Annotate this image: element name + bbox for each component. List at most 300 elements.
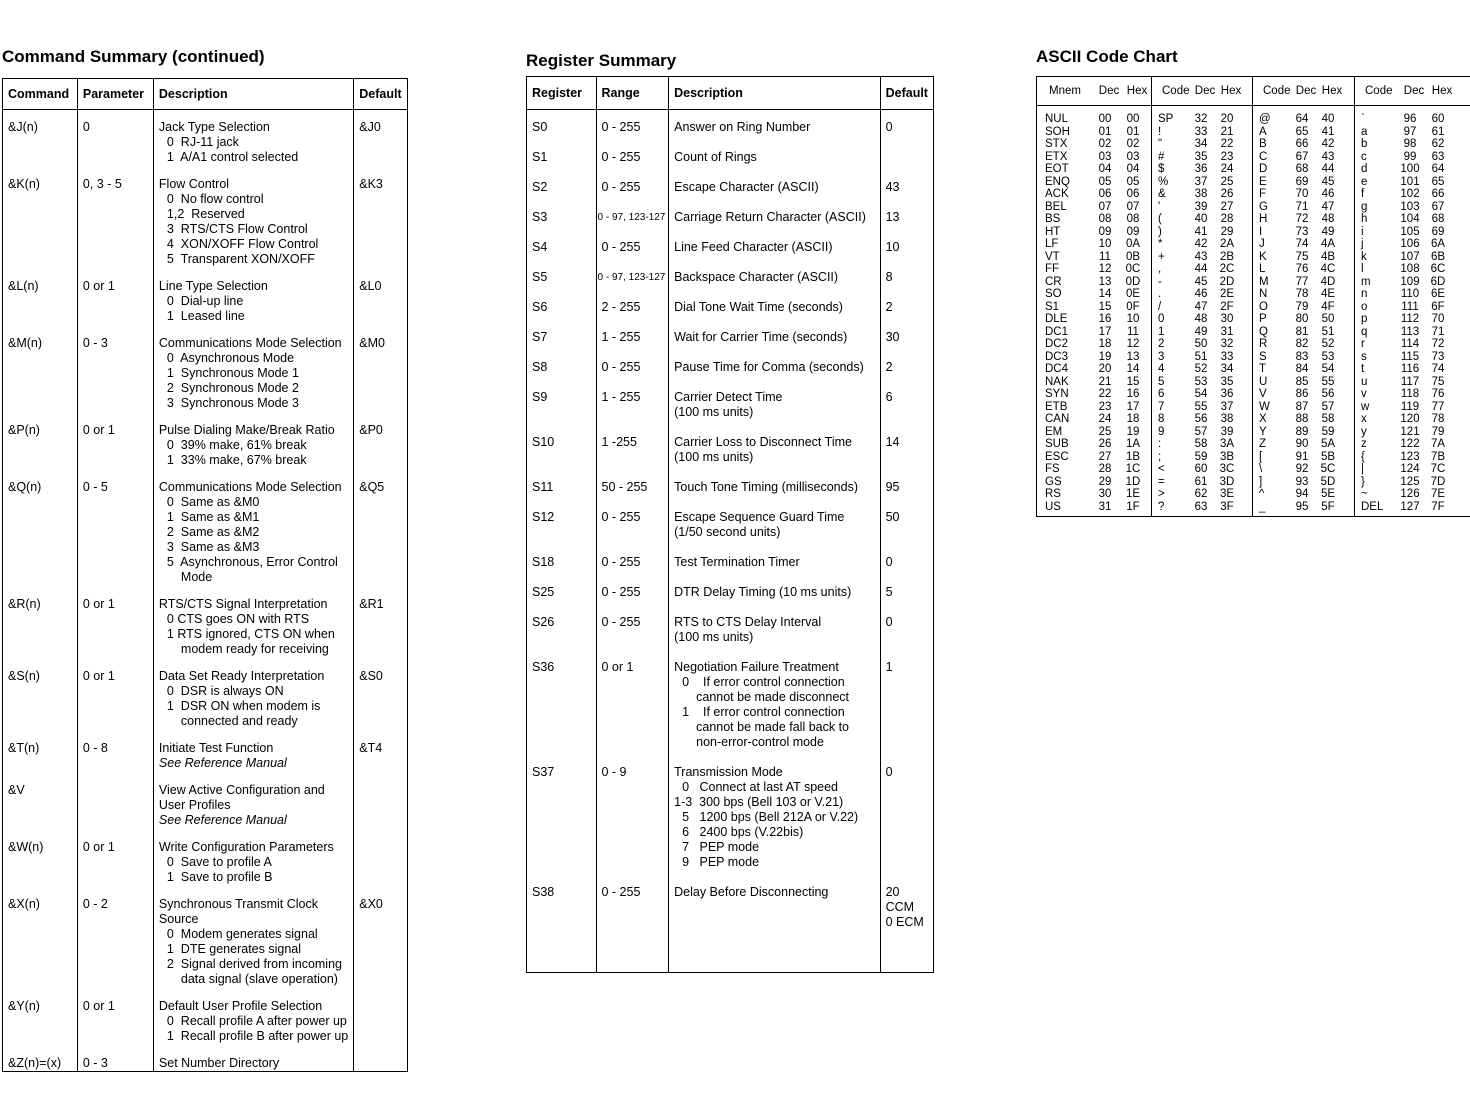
- ascii-cell: 09: [1126, 225, 1140, 238]
- ascii-cell: 37: [1220, 400, 1234, 413]
- ascii-row: [1355, 201, 1470, 214]
- ascii-header-cell: Dec: [1194, 85, 1216, 97]
- ascii-cell: 89: [1295, 425, 1309, 438]
- ascii-cell: j: [1361, 238, 1364, 250]
- description-cell: [669, 375, 880, 420]
- range-cell: 0 - 255: [596, 540, 669, 570]
- ascii-cell: ~: [1361, 488, 1368, 500]
- ascii-row: [1037, 126, 1151, 139]
- ascii-header-cell: Code: [1263, 85, 1291, 97]
- ascii-cell: D: [1259, 163, 1268, 175]
- ascii-cell: 84: [1295, 363, 1309, 375]
- ascii-cell: 12: [1098, 263, 1112, 275]
- default-value: 8: [885, 270, 893, 284]
- ascii-cell: 108: [1400, 263, 1420, 275]
- ascii-row: [1253, 126, 1354, 139]
- ascii-row: [1355, 301, 1470, 314]
- table-row: [527, 315, 934, 345]
- ascii-cell: 81: [1295, 325, 1309, 338]
- ascii-cell: 99: [1403, 150, 1417, 163]
- ascii-cell: 50: [1194, 338, 1208, 350]
- ascii-cell: &: [1158, 188, 1166, 200]
- ascii-row: [1152, 488, 1252, 501]
- description-cell: [669, 135, 880, 165]
- ascii-cell: |: [1361, 463, 1364, 475]
- ascii-cell: ]: [1259, 475, 1263, 488]
- ascii-cell: 79: [1295, 300, 1309, 313]
- table-row: [527, 255, 934, 285]
- description-line: Data Set Ready Interpretation: [158, 669, 325, 683]
- register-summary-table: [526, 76, 934, 973]
- description-cell: [669, 195, 880, 225]
- ascii-cell: 14: [1098, 288, 1112, 300]
- ascii-cell: 49: [1194, 325, 1208, 338]
- range-cell: 0 - 9: [596, 750, 669, 870]
- description-line: cannot be made fall back to: [696, 720, 849, 734]
- ascii-cell: 106: [1400, 238, 1420, 250]
- parameter-cell: 0 or 1: [77, 267, 153, 324]
- ascii-cell: DC4: [1045, 363, 1069, 375]
- ascii-cell: 24: [1220, 163, 1234, 175]
- description-line: 1 Synchronous Mode 1: [166, 366, 299, 380]
- ascii-cell: i: [1361, 225, 1364, 238]
- description-line: 3 RTS/CTS Flow Control: [166, 222, 308, 236]
- ascii-cell: 5F: [1321, 500, 1335, 513]
- ascii-cell: %: [1158, 175, 1169, 188]
- description-line: 1 DSR ON when modem is: [166, 699, 321, 713]
- ascii-cell: F: [1259, 188, 1267, 200]
- ascii-row: [1037, 263, 1151, 276]
- ascii-row: [1355, 351, 1470, 364]
- table-row: [527, 540, 934, 570]
- default-cell: &S0: [354, 657, 408, 729]
- ascii-cell: 6: [1158, 388, 1165, 400]
- description-line: 0 If error control connection: [682, 675, 845, 689]
- ascii-cell: 93: [1295, 475, 1309, 488]
- ascii-cell: 28: [1220, 213, 1234, 225]
- ascii-cell: 03: [1098, 150, 1112, 163]
- ascii-cell: 5E: [1320, 488, 1336, 500]
- ascii-cell: e: [1361, 175, 1368, 188]
- ascii-cell: 4B: [1320, 250, 1336, 263]
- description-line: 9 PEP mode: [682, 855, 760, 869]
- ascii-cell: ETB: [1045, 400, 1068, 413]
- ascii-cell: SUB: [1045, 438, 1069, 450]
- ascii-cell: 72: [1431, 338, 1445, 350]
- description-cell: [153, 110, 353, 166]
- ascii-cell: 4F: [1321, 300, 1335, 313]
- ascii-cell: h: [1361, 213, 1368, 225]
- ascii-cell: 2: [1158, 338, 1165, 350]
- ascii-cell: 51: [1321, 325, 1335, 338]
- ascii-row: [1355, 188, 1470, 201]
- ascii-cell: 11: [1127, 325, 1139, 338]
- ascii-cell: ): [1158, 225, 1162, 238]
- ascii-cell: 02: [1126, 138, 1140, 150]
- ascii-cell: !: [1158, 125, 1162, 138]
- description-line: Write Configuration Parameters: [158, 840, 334, 854]
- default-value: 0: [885, 555, 893, 569]
- ascii-row: [1152, 388, 1252, 401]
- default-value: 2: [885, 360, 893, 374]
- ascii-row: [1253, 251, 1354, 264]
- ascii-cell: -: [1158, 275, 1162, 288]
- ascii-cell: 1: [1158, 325, 1165, 338]
- table-row: [527, 345, 934, 375]
- ascii-cell: 73: [1431, 350, 1445, 363]
- default-cell: [880, 285, 933, 315]
- ascii-cell: L: [1259, 263, 1266, 275]
- command-cell: &P(n): [3, 411, 78, 468]
- ascii-row: [1037, 488, 1151, 501]
- ascii-cell: 39: [1194, 200, 1208, 213]
- ascii-cell: 48: [1194, 313, 1208, 325]
- ascii-cell: 02: [1098, 138, 1112, 150]
- range-cell: 0 - 255: [596, 110, 669, 136]
- ascii-cell: 53: [1194, 375, 1208, 388]
- ascii-cell: 90: [1295, 438, 1309, 450]
- ascii-cell: 30: [1098, 488, 1112, 500]
- ascii-cell: }: [1361, 475, 1365, 488]
- ascii-row: [1152, 326, 1252, 339]
- ascii-row: [1355, 388, 1470, 401]
- register-cell: S26: [527, 600, 597, 645]
- description-line: Line Type Selection: [158, 279, 268, 293]
- description-line: Communications Mode Selection: [158, 480, 342, 494]
- table-row: [3, 110, 408, 166]
- default-cell: [880, 315, 933, 345]
- ascii-cell: 31: [1098, 500, 1112, 513]
- ascii-row: [1355, 488, 1470, 501]
- ascii-cell: $: [1158, 163, 1165, 175]
- ascii-row: [1253, 238, 1354, 251]
- ascii-header-cell: Hex: [1321, 85, 1343, 97]
- ascii-row: [1037, 226, 1151, 239]
- description-line: 1 Leased line: [166, 309, 245, 323]
- ascii-cell: 54: [1321, 363, 1335, 375]
- ascii-row: [1037, 501, 1151, 514]
- range-cell: 50 - 255: [596, 465, 669, 495]
- description-line: Pause Time for Comma (seconds): [674, 360, 864, 374]
- ascii-cell: 8: [1158, 413, 1165, 425]
- description-line: 0 Same as &M0: [166, 495, 260, 509]
- ascii-cell: NAK: [1045, 375, 1069, 388]
- ascii-cell: 08: [1126, 213, 1140, 225]
- ascii-cell: 110: [1400, 288, 1420, 300]
- ascii-cell: s: [1361, 350, 1367, 363]
- default-cell: [880, 420, 933, 465]
- ascii-cell: ': [1158, 200, 1161, 213]
- default-value: 43: [885, 180, 900, 194]
- description-line: Touch Tone Timing (milliseconds): [674, 480, 858, 494]
- default-cell: &R1: [354, 585, 408, 657]
- table-row: [527, 375, 934, 420]
- ascii-cell: 0D: [1125, 275, 1141, 288]
- ascii-code-chart: [1036, 76, 1470, 517]
- description-cell: [669, 420, 880, 465]
- ascii-header-cell: Hex: [1126, 85, 1148, 97]
- ascii-cell: RS: [1045, 488, 1061, 500]
- ascii-cell: 4: [1158, 363, 1165, 375]
- table-row: [3, 585, 408, 657]
- ascii-cell: 26: [1220, 188, 1234, 200]
- ascii-cell: EM: [1045, 425, 1063, 438]
- command-cell: &M(n): [3, 324, 78, 411]
- ascii-cell: 34: [1220, 363, 1234, 375]
- description-line: User Profiles: [158, 798, 231, 812]
- description-line: 1 A/A1 control selected: [166, 150, 299, 164]
- ascii-row: [1253, 388, 1354, 401]
- description-line: 2 Same as &M2: [166, 525, 260, 539]
- ascii-cell: *: [1158, 238, 1163, 250]
- ascii-row: [1037, 301, 1151, 314]
- default-cell: [880, 465, 933, 495]
- description-cell: [153, 729, 353, 771]
- ascii-column: [1253, 77, 1355, 516]
- range-cell: 2 - 255: [596, 285, 669, 315]
- ascii-cell: 65: [1431, 175, 1445, 188]
- ascii-cell: 51: [1194, 350, 1208, 363]
- ascii-cell: 115: [1400, 350, 1420, 363]
- description-cell: [153, 411, 353, 468]
- ascii-cell: 22: [1098, 388, 1112, 400]
- description-line: 5 1200 bps (Bell 212A or V.22): [682, 810, 859, 824]
- description-line: 0 39% make, 61% break: [166, 438, 307, 452]
- ascii-header-cell: Dec: [1295, 85, 1317, 97]
- register-cell: S18: [527, 540, 597, 570]
- description-line: 1 Save to profile B: [166, 870, 273, 884]
- ascii-cell: 50: [1321, 313, 1335, 325]
- ascii-cell: 16: [1098, 313, 1112, 325]
- description-line: connected and ready: [180, 714, 298, 728]
- ascii-row: [1253, 401, 1354, 414]
- register-summary-body: [527, 110, 934, 973]
- ascii-cell: `: [1361, 113, 1365, 125]
- ascii-cell: +: [1158, 250, 1165, 263]
- description-cell: [669, 255, 880, 285]
- ascii-row: [1253, 288, 1354, 301]
- ascii-cell: 2F: [1220, 300, 1234, 313]
- table-row: [3, 987, 408, 1044]
- ascii-cell: 19: [1098, 350, 1112, 363]
- register-cell: S3: [527, 195, 597, 225]
- description-line: 6 2400 bps (V.22bis): [682, 825, 804, 839]
- command-cell: &V: [3, 771, 78, 828]
- ascii-cell: 05: [1126, 175, 1140, 188]
- ascii-cell: 61: [1194, 475, 1208, 488]
- ascii-cell: 26: [1098, 438, 1112, 450]
- ascii-row: [1152, 238, 1252, 251]
- description-line: DTR Delay Timing (10 ms units): [674, 585, 852, 599]
- ascii-row: [1253, 113, 1354, 126]
- ascii-cell: 5A: [1320, 438, 1336, 450]
- ascii-cell: 1B: [1125, 450, 1141, 463]
- ascii-row: [1152, 251, 1252, 264]
- ascii-row: [1152, 476, 1252, 489]
- ascii-cell: 105: [1400, 225, 1420, 238]
- description-line: data signal (slave operation): [180, 972, 338, 986]
- table-row: [3, 885, 408, 987]
- ascii-row: [1355, 476, 1470, 489]
- ascii-cell: 97: [1403, 125, 1417, 138]
- ascii-cell: 9: [1158, 425, 1165, 438]
- ascii-cell: 113: [1400, 325, 1420, 338]
- ascii-cell: 1C: [1125, 463, 1141, 475]
- ascii-cell: x: [1361, 413, 1367, 425]
- command-header-command: Command: [3, 79, 78, 110]
- default-cell: [880, 870, 933, 973]
- command-cell: &R(n): [3, 585, 78, 657]
- ascii-cell: 98: [1403, 138, 1417, 150]
- ascii-header-cell: Dec: [1098, 85, 1120, 97]
- description-line: 0 CTS goes ON with RTS: [166, 612, 310, 626]
- ascii-row: [1037, 338, 1151, 351]
- ascii-cell: 55: [1194, 400, 1208, 413]
- ascii-cell: 41: [1194, 225, 1208, 238]
- ascii-cell: 65: [1295, 125, 1309, 138]
- description-line: Pulse Dialing Make/Break Ratio: [158, 423, 335, 437]
- ascii-cell: 68: [1431, 213, 1445, 225]
- ascii-cell: c: [1361, 150, 1367, 163]
- ascii-cell: 01: [1126, 125, 1140, 138]
- ascii-cell: 30: [1220, 313, 1234, 325]
- table-row: [527, 110, 934, 136]
- table-row: [527, 135, 934, 165]
- ascii-cell: 7F: [1431, 500, 1445, 513]
- ascii-cell: 27: [1098, 450, 1112, 463]
- ascii-cell: 95: [1295, 500, 1309, 513]
- ascii-cell: 15: [1126, 375, 1140, 388]
- ascii-cell: 4C: [1320, 263, 1336, 275]
- description-cell: [153, 657, 353, 729]
- description-cell: [669, 600, 880, 645]
- ascii-cell: 78: [1295, 288, 1309, 300]
- ascii-cell: 5C: [1320, 463, 1336, 475]
- table-row: [3, 165, 408, 267]
- ascii-cell: 6C: [1430, 263, 1446, 275]
- ascii-cell: g: [1361, 200, 1368, 213]
- ascii-cell: 58: [1194, 438, 1208, 450]
- ascii-cell: 23: [1220, 150, 1234, 163]
- ascii-row: [1253, 413, 1354, 426]
- ascii-cell: BEL: [1045, 200, 1067, 213]
- ascii-header-cell: Dec: [1403, 85, 1425, 97]
- command-cell: &W(n): [3, 828, 78, 885]
- ascii-row: [1152, 313, 1252, 326]
- default-cell: [880, 375, 933, 420]
- ascii-cell: 04: [1098, 163, 1112, 175]
- default-cell: [354, 987, 408, 1044]
- description-line: non-error-control mode: [696, 735, 824, 749]
- ascii-row: [1253, 276, 1354, 289]
- ascii-cell: 4D: [1320, 275, 1336, 288]
- ascii-row: [1037, 113, 1151, 126]
- ascii-cell: z: [1361, 438, 1367, 450]
- ascii-cell: 31: [1220, 325, 1234, 338]
- description-line: Count of Rings: [674, 150, 757, 164]
- ascii-header-cell: Code: [1365, 85, 1393, 97]
- ascii-cell: ?: [1158, 500, 1165, 513]
- table-row: [3, 729, 408, 771]
- description-line: Set Number Directory: [158, 1056, 280, 1070]
- ascii-cell: V: [1259, 388, 1267, 400]
- ascii-row: [1253, 476, 1354, 489]
- ascii-cell: 2B: [1219, 250, 1235, 263]
- description-cell: [153, 885, 353, 987]
- ascii-row: [1355, 451, 1470, 464]
- ascii-row: [1355, 138, 1470, 151]
- ascii-cell: 107: [1400, 250, 1420, 263]
- ascii-row: [1037, 476, 1151, 489]
- ascii-cell: H: [1259, 213, 1268, 225]
- default-cell: &K3: [354, 165, 408, 267]
- ascii-column-body: [1355, 106, 1470, 516]
- description-line: 0 RJ-11 jack: [166, 135, 239, 149]
- description-line: 3 Same as &M3: [166, 540, 260, 554]
- ascii-row: [1152, 426, 1252, 439]
- default-cell: [880, 750, 933, 870]
- ascii-cell: K: [1259, 250, 1267, 263]
- ascii-cell: 76: [1431, 388, 1445, 400]
- default-cell: &J0: [354, 110, 408, 166]
- ascii-row: [1152, 363, 1252, 376]
- range-cell: 1 - 255: [596, 375, 669, 420]
- ascii-cell: 42: [1321, 138, 1335, 150]
- ascii-cell: 119: [1400, 400, 1420, 413]
- ascii-cell: q: [1361, 325, 1368, 338]
- description-line: (100 ms units): [674, 450, 754, 464]
- range-cell: 0 - 97, 123-127: [596, 255, 669, 285]
- ascii-cell: ;: [1158, 450, 1162, 463]
- table-row: [527, 600, 934, 645]
- default-cell: &M0: [354, 324, 408, 411]
- default-cell: [880, 255, 933, 285]
- ascii-column-header: [1355, 77, 1470, 106]
- ascii-cell: 77: [1295, 275, 1309, 288]
- ascii-row: [1355, 438, 1470, 451]
- ascii-cell: Q: [1259, 325, 1268, 338]
- description-cell: [153, 771, 353, 828]
- parameter-cell: 0 or 1: [77, 585, 153, 657]
- ascii-cell: 11: [1099, 250, 1111, 263]
- ascii-cell: 3C: [1219, 463, 1235, 475]
- ascii-cell: BS: [1045, 213, 1061, 225]
- ascii-cell: 114: [1400, 338, 1420, 350]
- ascii-cell: 66: [1295, 138, 1309, 150]
- ascii-cell: @: [1259, 113, 1271, 125]
- ascii-cell: [: [1259, 450, 1263, 463]
- parameter-cell: 0 - 8: [77, 729, 153, 771]
- ascii-column-header: [1253, 77, 1354, 106]
- command-cell: &Z(n)=(x): [3, 1044, 78, 1072]
- range-cell: 0 - 255: [596, 870, 669, 973]
- ascii-cell: 3B: [1219, 450, 1235, 463]
- ascii-row: [1037, 351, 1151, 364]
- ascii-row: [1355, 326, 1470, 339]
- default-value: 20 CCM: [885, 885, 915, 914]
- ascii-cell: 52: [1321, 338, 1335, 350]
- description-cell: [153, 324, 353, 411]
- ascii-row: [1152, 401, 1252, 414]
- description-cell: [669, 345, 880, 375]
- ascii-cell: 100: [1400, 163, 1420, 175]
- description-line: Escape Sequence Guard Time: [674, 510, 845, 524]
- ascii-row: [1037, 138, 1151, 151]
- ascii-row: [1037, 176, 1151, 189]
- ascii-cell: 67: [1295, 150, 1309, 163]
- ascii-cell: 3E: [1219, 488, 1235, 500]
- table-row: [527, 645, 934, 750]
